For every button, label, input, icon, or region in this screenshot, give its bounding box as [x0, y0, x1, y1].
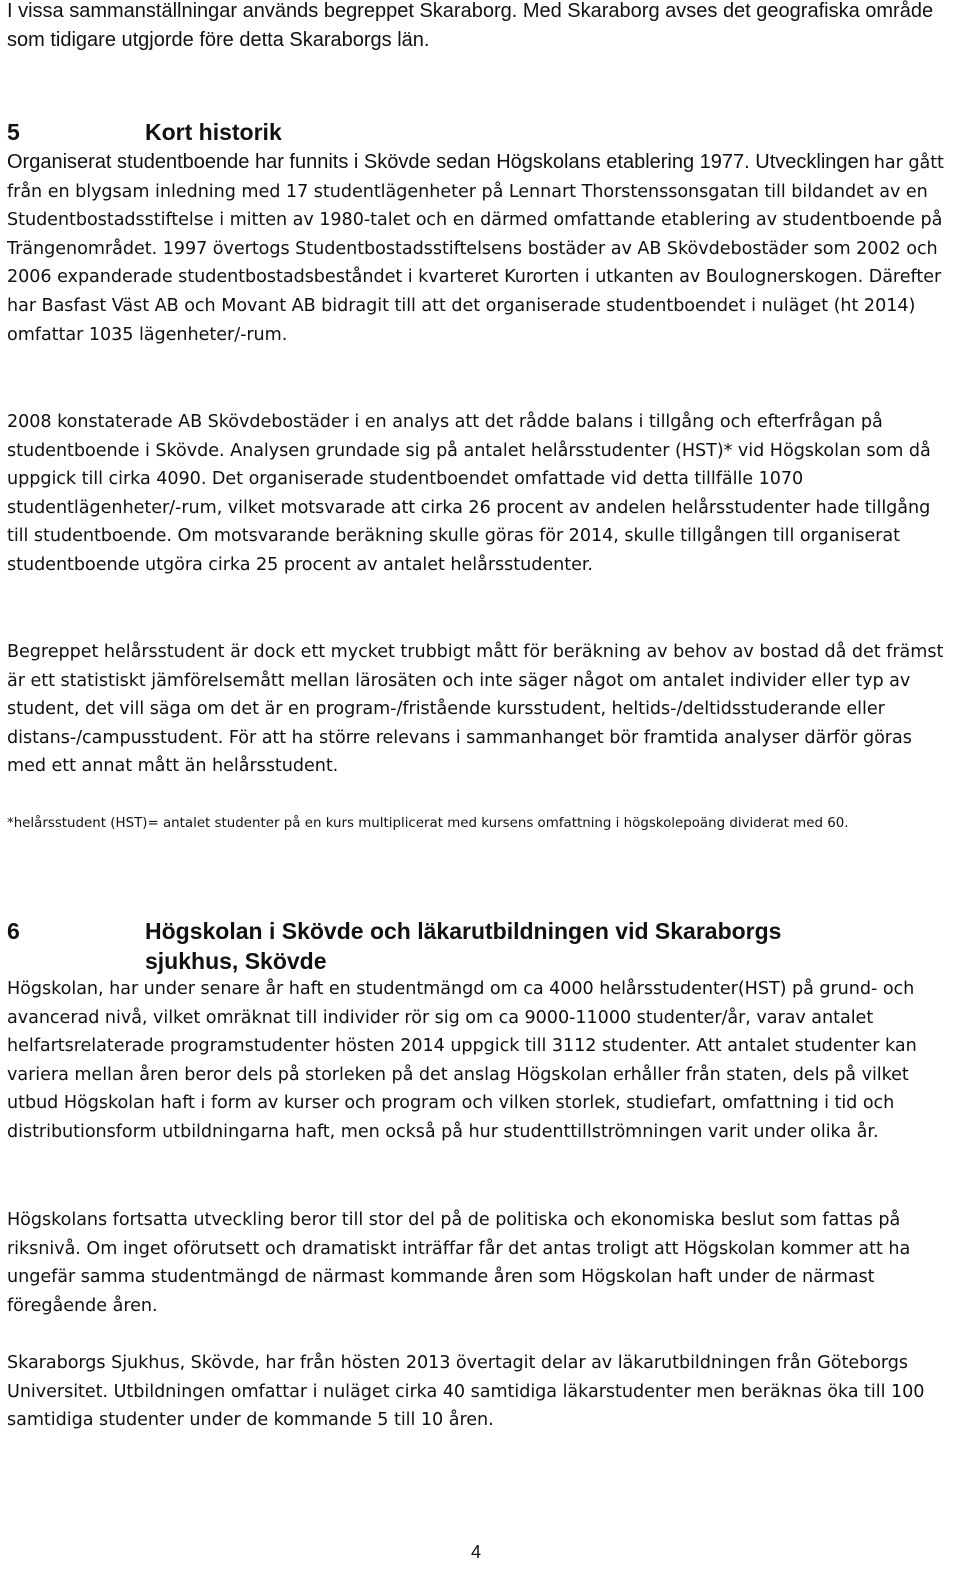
section-6-title-line-2: sjukhus, Skövde — [145, 948, 327, 974]
section-6-number: 6 — [7, 918, 20, 944]
section-6-title-line-1: Högskolan i Skövde och läkarutbildningen vid Skaraborgs — [145, 918, 782, 944]
section-5-paragraph-1 — [7, 148, 952, 349]
section-5-paragraph-3: Begreppet helårsstudent är dock ett mycket trubbigt mått för beräkning av behov av bostad då det främst är ett statistiskt jämförelsemått mellan lärosäten och inte säger något om antalet individer eller typ av student, det vill säga om det är en program-/fristående kursstudent, heltids-/deltidsstuderande eller distans-/campusstudent. För att ha större relevans i sammanhanget bör framtida analyser därför göras med ett annat mått än helårsstudent. — [7, 642, 944, 777]
intro-paragraph: I vissa sammanställningar används begreppet Skaraborg. Med Skaraborg avses det geografiska område som tidigare utgjorde före detta Skaraborgs län. — [7, 0, 934, 51]
hst-footnote: *helårsstudent (HST)= antalet studenter på en kurs multiplicerat med kursens omfattning i högskolepoäng dividerat med 60. — [7, 816, 849, 831]
section-5-paragraph-1-lead: Organiserat studentboende har funnits i Skövde sedan Högskolans etablering 1977. Utvecklingen — [7, 151, 870, 173]
section-6-paragraph-2: Högskolans fortsatta utveckling beror till stor del på de politiska och ekonomiska beslut som fattas på riksnivå. Om inget oförutsett och dramatiskt inträffar får det antas troligt att Högskolan kommer att ha ungefär samma studentmängd de närmast kommande åren som Högskolan haft under de närmast föregående åren. — [7, 1210, 911, 1316]
section-5-title: Kort historik — [145, 119, 282, 145]
section-5-paragraph-2: 2008 konstaterade AB Skövdebostäder i en analys att det rådde balans i tillgång och efterfrågan på studentboende i Skövde. Analysen grundade sig på antalet helårsstudenter (HST)* vid Högskolan som då uppgick till cirka 4090. Det organiserade studentboendet omfattade vid detta tillfälle 1070 studentlägenheter/-rum, vilket motsvarade att cirka 26 procent av andelen helårsstudenter hade tillgång till studentboende. Om motsvarande beräkning skulle göras för 2014, skulle tillgången till organiserat studentboende utgöra cirka 25 procent av antalet helårsstudenter. — [7, 412, 931, 575]
section-5-number: 5 — [7, 119, 20, 145]
page-number: 4 — [470, 1542, 481, 1562]
section-6-paragraph-3: Skaraborgs Sjukhus, Skövde, har från hösten 2013 övertagit delar av läkarutbildningen från Göteborgs Universitet. Utbildningen omfattar i nuläget cirka 40 samtidiga läkarstudenter men beräknas öka till 100 samtidiga studenter under de kommande 5 till 10 åren. — [7, 1353, 925, 1431]
section-5-paragraph-1-rest: har gått från en blygsam inledning med 17 studentlägenheter på Lennart Thorstenssonsgatan till bildandet av en Studentbostadsstiftelse i mitten av 1980-talet och en därmed omfattande etablering av studentboende på Trängenområdet. 1997 övertogs Studentbostadsstiftelsens bostäder av AB Skövdebostäder som 2002 och 2006 expanderade studentbostadsbeståndet i kvarteret Kurorten i utkanten av Boulognerskogen. Därefter har Basfast Väst AB och Movant AB bidragit till att det organiserade studentboendet i nuläget (ht 2014) omfattar 1035 lägenheter/-rum. — [7, 153, 944, 345]
section-6-paragraph-1: Högskolan, har under senare år haft en studentmängd om ca 4000 helårsstudenter(HST) på grund- och avancerad nivå, vilket omräknat till individer rör sig om ca 9000-11000 studenter/år, varav antalet helfartsrelaterade programstudenter hösten 2014 uppgick till 3112 studenter. Att antalet studenter kan variera mellan åren beror dels på storleken på det anslag Högskolan erhåller från staten, dels på vilket utbud Högskolan haft i form av kurser och program och vilken storlek, studiefart, omfattning i tid och distributionsform utbildningarna haft, men också på hur studenttillströmningen varit under olika år. — [7, 979, 917, 1142]
